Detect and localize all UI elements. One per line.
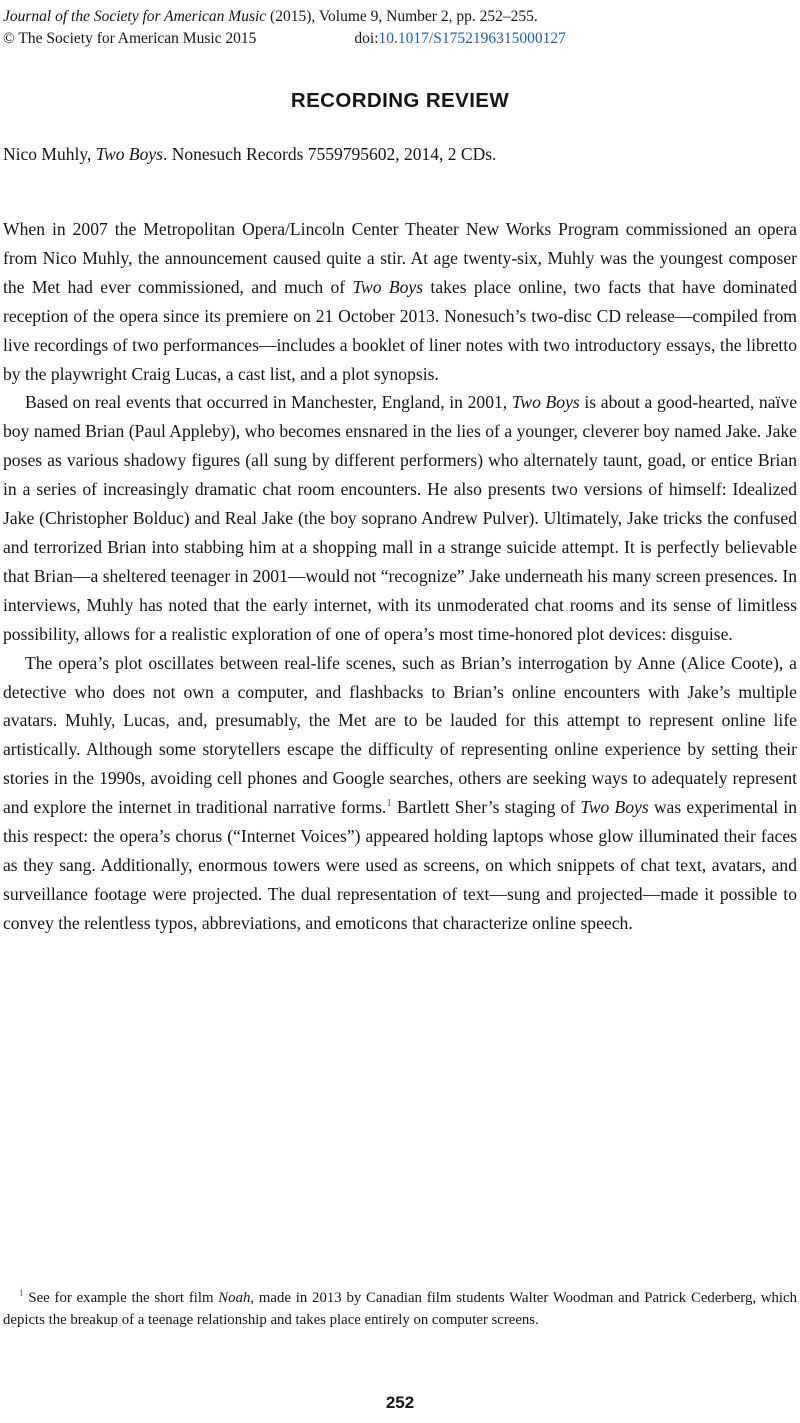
copyright-notice: © The Society for American Music 2015: [3, 29, 257, 47]
paragraph: [3, 388, 797, 648]
journal-title: Journal of the Society for American Music: [3, 8, 267, 25]
text-run: is about a good-hearted, naïve boy named Brian (Paul Appleby), who becomes ensnared in the lies of a younger, cleverer boy named Jake. Jake poses as various shadowy figures (all sung by different performers) who alternately taunt, goad, or entice Brian in a series of increasingly dramatic chat room encounters. He also presents two versions of himself: Idealized Jake (Christopher Bolduc) and Real Jake (the boy soprano Andrew Pulver). Ultimately, Jake tricks the confused and terrorized Brian into stabbing him at a shopping mall in a strange suicide attempt. It is perfectly believable that Brian—a sheltered teenager in 2001—would not “recognize” Jake underneath his many screen presences. In interviews, Muhly has noted that the early internet, with its unmoderated chat rooms and its sense of limitless possibility, allows for a realistic exploration of one of opera’s most time-honored plot devices: disguise.: [3, 392, 798, 644]
issue-info: (2015), Volume 9, Number 2, pp. 252–255.: [266, 8, 538, 25]
section-heading: RECORDING REVIEW: [290, 89, 510, 112]
paragraph: [3, 649, 797, 938]
text-run: Two Boys: [511, 392, 580, 413]
recording-citation: [3, 142, 797, 166]
text-run: Noah: [218, 1290, 251, 1306]
text-run: , made in 2013 by Canadian film students Walter Woodman and Patrick Cederberg, which depicts the breakup of a teenage relationship and takes place entirely on computer screens.: [3, 1290, 798, 1328]
text-run: Based on real events that occurred in Manchester, England, in 2001,: [25, 392, 512, 413]
text-run: Bartlett Sher’s staging of: [391, 797, 581, 818]
text-run: takes place online, two facts that have dominated reception of the opera since its premiere on 21 October 2013. Nonesuch’s two-disc CD release—compiled from live recordings of two performances—includes a booklet of liner notes with two introductory essays, the libretto by the playwright Craig Lucas, a cast list, and a plot synopsis.: [3, 276, 797, 384]
text-run: The opera’s plot oscillates between real-life scenes, such as Brian’s interrogation by Anne (Alice Coote), a detective who does not own a computer, and flashbacks to Brian’s online encounters with Jake’s multiple avatars. Muhly, Lucas, and, presumably, the Met are to be lauded for this attempt to represent online life artistically. Although some storytellers escape the difficulty of representing online experience by setting their stories in the 1990s, avoiding cell phones and Google searches, others are seeking ways to adequately represent and explore the internet in traditional narrative forms.: [3, 652, 797, 818]
footnote-area: [3, 1288, 797, 1331]
doi-label: doi:: [354, 29, 379, 47]
footnote-marker[interactable]: 1: [19, 1288, 24, 1299]
page-number: 252: [385, 1393, 415, 1412]
text-run: When in 2007 the Metropolitan Opera/Lincoln Center Theater New Works Program commissioned an opera from Nico Muhly, the announcement caused quite a stir. At age twenty-six, Muhly was the youngest composer the Met had ever commissioned, and much of: [3, 219, 797, 297]
footnote-marker[interactable]: 1: [386, 797, 392, 810]
doi: [354, 30, 565, 47]
page-header: [3, 6, 797, 49]
article-body: [3, 215, 797, 938]
doi-link[interactable]: 10.1017/S1752196315000127: [378, 29, 566, 47]
text-run: . Nonesuch Records 7559795602, 2014, 2 CDs.: [162, 144, 497, 164]
text-run: Two Boys: [95, 144, 163, 164]
text-run: See for example the short film: [23, 1290, 219, 1306]
footnote-text: [3, 1288, 797, 1331]
journal-citation-line: [3, 6, 797, 28]
text-run: Nico Muhly,: [3, 144, 96, 164]
text-run: Two Boys: [580, 797, 649, 818]
text-run: Two Boys: [352, 276, 424, 297]
paragraph: [3, 215, 797, 388]
text-run: was experimental in this respect: the opera’s chorus (“Internet Voices”) appeared holding laptops whose glow illuminated their faces as they sang. Additionally, enormous towers were used as screens, on which snippets of chat text, avatars, and surveillance footage were projected. The dual representation of text—sung and projected—made it possible to convey the relentless typos, abbreviations, and emoticons that characterize online speech.: [3, 797, 798, 933]
copyright-doi-line: [3, 28, 797, 50]
